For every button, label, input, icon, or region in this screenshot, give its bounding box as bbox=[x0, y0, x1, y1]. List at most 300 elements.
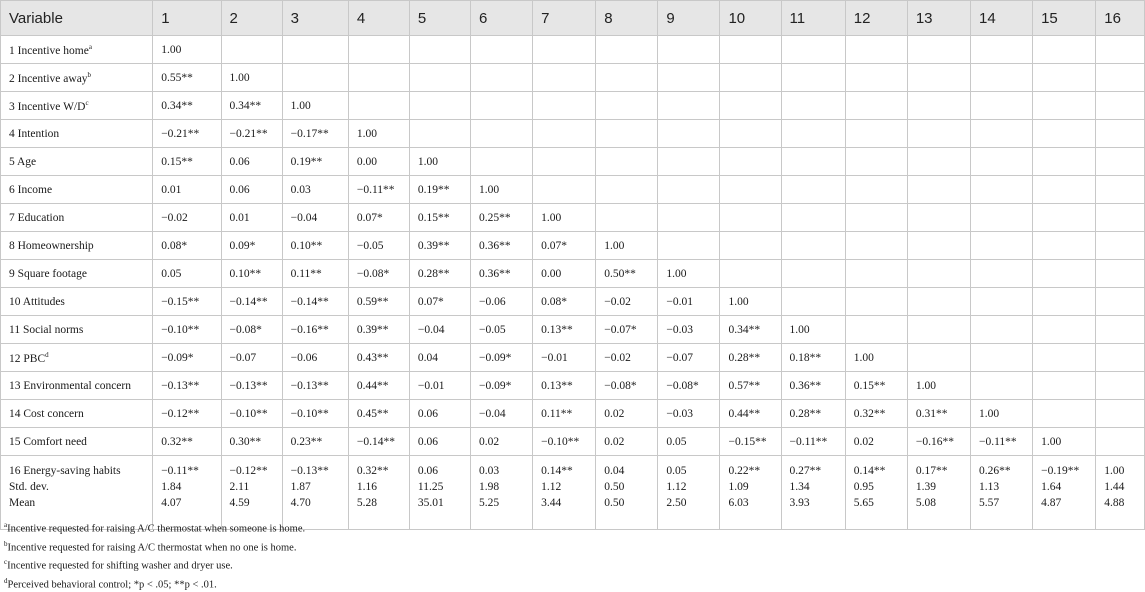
footnote bbox=[4, 518, 305, 537]
correlation-cell: −0.13** bbox=[221, 372, 282, 400]
row-label bbox=[1, 316, 153, 344]
correlation-cell bbox=[845, 204, 907, 232]
row-label bbox=[1, 36, 153, 64]
footnote-text: Incentive requested for raising A/C thermostat when no one is home. bbox=[8, 542, 297, 553]
correlation-cell bbox=[658, 64, 720, 92]
correlation-cell: 1.00 bbox=[221, 64, 282, 92]
correlation-cell bbox=[781, 176, 845, 204]
correlation-value: 0.22** bbox=[728, 463, 780, 479]
footnote-text: Perceived behavioral control; *p < .05; **p < .01. bbox=[8, 579, 217, 590]
variable-name: 10 Attitudes bbox=[9, 296, 65, 308]
correlation-cell: −0.04 bbox=[282, 204, 348, 232]
row-label bbox=[1, 288, 153, 316]
mean-value: 4.70 bbox=[291, 495, 348, 511]
correlation-cell bbox=[1096, 176, 1145, 204]
correlation-cell: 0.19** bbox=[282, 148, 348, 176]
correlation-cell: −0.21** bbox=[153, 120, 221, 148]
table-row bbox=[1, 316, 1145, 344]
correlation-cell: 0.25** bbox=[471, 204, 533, 232]
correlation-cell bbox=[1096, 232, 1145, 260]
correlation-cell: 0.44** bbox=[720, 400, 781, 428]
row-label bbox=[1, 260, 153, 288]
correlation-cell: 0.07* bbox=[348, 204, 409, 232]
correlation-cell bbox=[845, 148, 907, 176]
correlation-cell bbox=[970, 148, 1032, 176]
std-dev-value: 0.50 bbox=[604, 479, 657, 495]
summary-cell bbox=[845, 456, 907, 530]
correlation-cell: −0.14** bbox=[221, 288, 282, 316]
correlation-cell: 0.06 bbox=[409, 428, 470, 456]
correlation-cell bbox=[970, 316, 1032, 344]
correlation-cell bbox=[845, 260, 907, 288]
correlation-cell bbox=[533, 148, 596, 176]
variable-name: 15 Comfort need bbox=[9, 436, 87, 448]
correlation-cell: 0.36** bbox=[471, 232, 533, 260]
summary-cell bbox=[471, 456, 533, 530]
correlation-cell bbox=[1033, 260, 1096, 288]
correlation-cell bbox=[471, 148, 533, 176]
correlation-cell bbox=[781, 204, 845, 232]
correlation-cell bbox=[720, 36, 781, 64]
correlation-cell: 0.28** bbox=[720, 344, 781, 372]
std-dev-value: 1.16 bbox=[357, 479, 409, 495]
table-row bbox=[1, 428, 1145, 456]
correlation-cell bbox=[720, 204, 781, 232]
table-row bbox=[1, 92, 1145, 120]
correlation-cell: −0.16** bbox=[282, 316, 348, 344]
correlation-cell bbox=[1033, 64, 1096, 92]
column-header-10: 10 bbox=[720, 1, 781, 36]
variable-name: 8 Homeownership bbox=[9, 240, 94, 252]
correlation-value: −0.11** bbox=[161, 463, 220, 479]
summary-cell bbox=[596, 456, 658, 530]
correlation-cell: 0.07* bbox=[533, 232, 596, 260]
mean-value: 6.03 bbox=[728, 495, 780, 511]
column-header-8: 8 bbox=[596, 1, 658, 36]
correlation-cell bbox=[221, 36, 282, 64]
correlation-cell bbox=[970, 120, 1032, 148]
correlation-cell: 0.39** bbox=[409, 232, 470, 260]
correlation-cell: −0.07* bbox=[596, 316, 658, 344]
correlation-cell: −0.12** bbox=[153, 400, 221, 428]
correlation-cell bbox=[1033, 120, 1096, 148]
std-dev-value: 1.87 bbox=[291, 479, 348, 495]
column-header-2: 2 bbox=[221, 1, 282, 36]
row-label bbox=[1, 120, 153, 148]
correlation-cell: 0.09* bbox=[221, 232, 282, 260]
correlation-cell: 0.50** bbox=[596, 260, 658, 288]
correlation-cell: −0.10** bbox=[221, 400, 282, 428]
correlation-cell bbox=[1096, 372, 1145, 400]
summary-cell bbox=[720, 456, 781, 530]
correlation-cell bbox=[720, 148, 781, 176]
std-dev-value: 1.34 bbox=[790, 479, 845, 495]
correlation-cell bbox=[907, 232, 970, 260]
correlation-cell: 0.34** bbox=[720, 316, 781, 344]
correlation-cell bbox=[1033, 372, 1096, 400]
correlation-cell bbox=[1096, 400, 1145, 428]
correlation-cell: 1.00 bbox=[282, 92, 348, 120]
footnote-marker: d bbox=[45, 351, 49, 359]
correlation-cell: −0.15** bbox=[720, 428, 781, 456]
correlation-cell bbox=[1033, 92, 1096, 120]
correlation-cell: 0.23** bbox=[282, 428, 348, 456]
row-label bbox=[1, 64, 153, 92]
correlation-cell bbox=[781, 92, 845, 120]
std-dev-value: 0.95 bbox=[854, 479, 907, 495]
correlation-cell: 0.02 bbox=[596, 400, 658, 428]
correlation-cell: 1.00 bbox=[596, 232, 658, 260]
correlation-cell bbox=[533, 92, 596, 120]
correlation-value: 0.06 bbox=[418, 463, 470, 479]
correlation-cell: 0.13** bbox=[533, 316, 596, 344]
table-header-row bbox=[1, 1, 1145, 36]
table-body bbox=[1, 36, 1145, 530]
correlation-cell bbox=[658, 120, 720, 148]
correlation-cell bbox=[471, 92, 533, 120]
correlation-cell bbox=[845, 316, 907, 344]
correlation-cell: 0.39** bbox=[348, 316, 409, 344]
summary-cell bbox=[409, 456, 470, 530]
correlation-cell: 1.00 bbox=[153, 36, 221, 64]
correlation-value: 0.14** bbox=[541, 463, 595, 479]
footnote-marker: d bbox=[4, 577, 8, 585]
correlation-cell bbox=[907, 204, 970, 232]
footnote-marker: a bbox=[89, 43, 92, 51]
correlation-cell bbox=[658, 204, 720, 232]
footnote-text: Incentive requested for shifting washer and dryer use. bbox=[7, 561, 233, 572]
correlation-cell bbox=[781, 36, 845, 64]
correlation-cell: 0.19** bbox=[409, 176, 470, 204]
correlation-cell: 1.00 bbox=[781, 316, 845, 344]
correlation-cell: −0.13** bbox=[282, 372, 348, 400]
correlation-cell: 0.32** bbox=[153, 428, 221, 456]
correlation-cell bbox=[907, 120, 970, 148]
correlation-cell bbox=[907, 148, 970, 176]
correlation-cell bbox=[907, 36, 970, 64]
correlation-cell: 0.55** bbox=[153, 64, 221, 92]
correlation-cell: −0.07 bbox=[221, 344, 282, 372]
mean-value: 4.88 bbox=[1104, 495, 1144, 511]
table-footnotes bbox=[4, 518, 305, 592]
correlation-cell: −0.16** bbox=[907, 428, 970, 456]
correlation-cell bbox=[596, 92, 658, 120]
correlation-cell bbox=[970, 288, 1032, 316]
correlation-cell: 0.10** bbox=[282, 232, 348, 260]
correlation-cell: −0.21** bbox=[221, 120, 282, 148]
summary-cell bbox=[781, 456, 845, 530]
correlation-cell bbox=[845, 176, 907, 204]
correlation-cell bbox=[970, 92, 1032, 120]
summary-cell bbox=[907, 456, 970, 530]
correlation-cell bbox=[658, 176, 720, 204]
variable-name: 7 Education bbox=[9, 212, 64, 224]
mean-value: 35.01 bbox=[418, 495, 470, 511]
correlation-cell bbox=[409, 120, 470, 148]
correlation-cell: 0.05 bbox=[658, 428, 720, 456]
correlation-cell: 1.00 bbox=[348, 120, 409, 148]
correlation-cell: −0.10** bbox=[153, 316, 221, 344]
variable-name: 3 Incentive W/D bbox=[9, 100, 85, 112]
correlation-cell: 1.00 bbox=[720, 288, 781, 316]
correlation-cell: 1.00 bbox=[907, 372, 970, 400]
correlation-cell bbox=[1096, 64, 1145, 92]
correlation-cell: 0.15** bbox=[845, 372, 907, 400]
correlation-cell: 0.13** bbox=[533, 372, 596, 400]
correlation-cell bbox=[1096, 36, 1145, 64]
std-dev-value: 1.98 bbox=[479, 479, 532, 495]
row-label bbox=[1, 428, 153, 456]
correlation-value: −0.19** bbox=[1041, 463, 1095, 479]
correlation-cell: −0.14** bbox=[348, 428, 409, 456]
mean-value: 5.25 bbox=[479, 495, 532, 511]
variable-name: 5 Age bbox=[9, 156, 36, 168]
row-label bbox=[1, 176, 153, 204]
correlation-cell: 0.08* bbox=[153, 232, 221, 260]
correlation-cell bbox=[348, 92, 409, 120]
correlation-cell: −0.09* bbox=[471, 344, 533, 372]
footnote-marker: b bbox=[88, 71, 92, 79]
footnote-marker: a bbox=[4, 521, 7, 529]
correlation-cell bbox=[845, 120, 907, 148]
correlation-cell: −0.01 bbox=[658, 288, 720, 316]
correlation-cell: 0.31** bbox=[907, 400, 970, 428]
variable-name: 6 Income bbox=[9, 184, 52, 196]
correlation-cell: −0.08* bbox=[658, 372, 720, 400]
correlation-cell bbox=[907, 260, 970, 288]
mean-value: 4.87 bbox=[1041, 495, 1095, 511]
correlation-cell: 1.00 bbox=[970, 400, 1032, 428]
correlation-cell bbox=[781, 288, 845, 316]
variable-name: 12 PBC bbox=[9, 352, 45, 364]
correlation-cell bbox=[970, 232, 1032, 260]
correlation-cell bbox=[409, 64, 470, 92]
correlation-value: 0.32** bbox=[357, 463, 409, 479]
correlation-cell: −0.02 bbox=[153, 204, 221, 232]
correlation-cell bbox=[1096, 260, 1145, 288]
correlation-cell bbox=[720, 64, 781, 92]
footnote-text: Incentive requested for raising A/C thermostat when someone is home. bbox=[7, 524, 305, 535]
correlation-cell bbox=[845, 288, 907, 316]
correlation-cell: 0.00 bbox=[533, 260, 596, 288]
correlation-cell: 1.00 bbox=[845, 344, 907, 372]
mean-value: 5.08 bbox=[916, 495, 970, 511]
table-row bbox=[1, 64, 1145, 92]
correlation-cell: −0.06 bbox=[282, 344, 348, 372]
correlation-cell: 0.06 bbox=[409, 400, 470, 428]
mean-label: Mean bbox=[9, 495, 152, 511]
correlation-cell: −0.09* bbox=[153, 344, 221, 372]
correlation-cell: 0.59** bbox=[348, 288, 409, 316]
table-row bbox=[1, 148, 1145, 176]
correlation-cell: 0.43** bbox=[348, 344, 409, 372]
correlation-value: −0.12** bbox=[230, 463, 282, 479]
variable-name: 2 Incentive away bbox=[9, 72, 88, 84]
mean-value: 5.28 bbox=[357, 495, 409, 511]
correlation-cell bbox=[845, 64, 907, 92]
correlation-cell bbox=[1033, 400, 1096, 428]
correlation-cell: −0.09* bbox=[471, 372, 533, 400]
correlation-cell bbox=[596, 204, 658, 232]
correlation-cell bbox=[970, 260, 1032, 288]
correlation-cell: 0.15** bbox=[409, 204, 470, 232]
correlation-cell bbox=[1096, 288, 1145, 316]
footnote bbox=[4, 574, 305, 592]
column-header-variable: Variable bbox=[1, 1, 153, 36]
correlation-cell: −0.11** bbox=[781, 428, 845, 456]
correlation-cell bbox=[970, 176, 1032, 204]
correlation-cell bbox=[1033, 344, 1096, 372]
correlation-cell: 0.06 bbox=[221, 176, 282, 204]
correlation-cell: −0.02 bbox=[596, 288, 658, 316]
correlation-cell: 0.07* bbox=[409, 288, 470, 316]
correlation-cell bbox=[1033, 288, 1096, 316]
column-header-3: 3 bbox=[282, 1, 348, 36]
correlation-cell bbox=[907, 64, 970, 92]
column-header-14: 14 bbox=[970, 1, 1032, 36]
correlation-cell bbox=[720, 232, 781, 260]
correlation-cell: 1.00 bbox=[471, 176, 533, 204]
summary-cell bbox=[1033, 456, 1096, 530]
mean-value: 4.07 bbox=[161, 495, 220, 511]
correlation-cell bbox=[533, 64, 596, 92]
correlation-cell bbox=[596, 148, 658, 176]
summary-cell bbox=[658, 456, 720, 530]
correlation-cell: 0.06 bbox=[221, 148, 282, 176]
column-header-4: 4 bbox=[348, 1, 409, 36]
correlation-cell bbox=[658, 148, 720, 176]
mean-value: 4.59 bbox=[230, 495, 282, 511]
correlation-cell bbox=[348, 36, 409, 64]
correlation-cell bbox=[658, 36, 720, 64]
correlation-value: 0.26** bbox=[979, 463, 1032, 479]
correlation-cell: 0.01 bbox=[153, 176, 221, 204]
correlation-cell: 0.03 bbox=[282, 176, 348, 204]
footnote bbox=[4, 555, 305, 574]
correlation-value: 0.14** bbox=[854, 463, 907, 479]
correlation-cell bbox=[845, 92, 907, 120]
correlation-cell bbox=[658, 92, 720, 120]
footnote bbox=[4, 537, 305, 556]
correlation-cell bbox=[471, 36, 533, 64]
correlation-cell: 0.36** bbox=[781, 372, 845, 400]
correlation-cell bbox=[720, 260, 781, 288]
correlation-cell bbox=[471, 64, 533, 92]
correlation-cell: 0.44** bbox=[348, 372, 409, 400]
correlation-cell: 0.00 bbox=[348, 148, 409, 176]
correlation-cell: −0.06 bbox=[471, 288, 533, 316]
column-header-13: 13 bbox=[907, 1, 970, 36]
summary-cell bbox=[533, 456, 596, 530]
correlation-cell: −0.08* bbox=[221, 316, 282, 344]
correlation-cell: −0.01 bbox=[533, 344, 596, 372]
correlation-cell: −0.11** bbox=[348, 176, 409, 204]
row-label bbox=[1, 204, 153, 232]
row-label bbox=[1, 148, 153, 176]
correlation-cell: 0.34** bbox=[221, 92, 282, 120]
correlation-cell bbox=[970, 344, 1032, 372]
table-row bbox=[1, 176, 1145, 204]
correlation-cell bbox=[282, 64, 348, 92]
correlation-cell bbox=[471, 120, 533, 148]
correlation-cell: 1.00 bbox=[409, 148, 470, 176]
correlation-cell bbox=[970, 36, 1032, 64]
correlation-cell bbox=[1096, 204, 1145, 232]
correlation-cell bbox=[596, 176, 658, 204]
correlation-cell bbox=[1033, 316, 1096, 344]
correlation-cell: 0.15** bbox=[153, 148, 221, 176]
table-row bbox=[1, 344, 1145, 372]
correlation-cell: 0.28** bbox=[781, 400, 845, 428]
column-header-16: 16 bbox=[1096, 1, 1145, 36]
correlation-cell bbox=[720, 92, 781, 120]
footnote-marker: b bbox=[4, 540, 8, 548]
column-header-6: 6 bbox=[471, 1, 533, 36]
row-label bbox=[1, 372, 153, 400]
column-header-12: 12 bbox=[845, 1, 907, 36]
correlation-cell bbox=[907, 344, 970, 372]
correlation-cell: 0.04 bbox=[409, 344, 470, 372]
correlation-cell bbox=[1096, 120, 1145, 148]
std-dev-value: 1.39 bbox=[916, 479, 970, 495]
row-label bbox=[1, 400, 153, 428]
mean-value: 0.50 bbox=[604, 495, 657, 511]
correlation-cell: 0.08* bbox=[533, 288, 596, 316]
correlation-cell: 0.30** bbox=[221, 428, 282, 456]
correlation-cell: 0.45** bbox=[348, 400, 409, 428]
correlation-cell bbox=[720, 120, 781, 148]
correlation-cell bbox=[533, 36, 596, 64]
correlation-cell bbox=[845, 36, 907, 64]
correlation-cell: 0.34** bbox=[153, 92, 221, 120]
correlation-cell bbox=[1096, 344, 1145, 372]
correlation-cell bbox=[1033, 232, 1096, 260]
correlation-cell: −0.04 bbox=[471, 400, 533, 428]
correlation-cell: −0.14** bbox=[282, 288, 348, 316]
variable-name: 14 Cost concern bbox=[9, 408, 84, 420]
correlation-cell bbox=[907, 288, 970, 316]
correlation-cell: 0.36** bbox=[471, 260, 533, 288]
mean-value: 5.65 bbox=[854, 495, 907, 511]
correlation-cell bbox=[1033, 204, 1096, 232]
correlation-value: 0.05 bbox=[666, 463, 719, 479]
column-header-7: 7 bbox=[533, 1, 596, 36]
correlation-cell: −0.08* bbox=[348, 260, 409, 288]
summary-cell bbox=[970, 456, 1032, 530]
std-dev-value: 2.11 bbox=[230, 479, 282, 495]
column-header-9: 9 bbox=[658, 1, 720, 36]
correlation-cell bbox=[907, 176, 970, 204]
correlation-cell bbox=[720, 176, 781, 204]
column-header-15: 15 bbox=[1033, 1, 1096, 36]
correlation-cell bbox=[658, 232, 720, 260]
footnote-marker: c bbox=[85, 99, 88, 107]
correlation-cell bbox=[409, 36, 470, 64]
correlation-cell bbox=[1033, 176, 1096, 204]
summary-cell bbox=[1096, 456, 1145, 530]
table-row bbox=[1, 372, 1145, 400]
std-dev-value: 1.12 bbox=[541, 479, 595, 495]
table-row bbox=[1, 204, 1145, 232]
correlation-cell: 1.00 bbox=[658, 260, 720, 288]
std-dev-label: Std. dev. bbox=[9, 479, 152, 495]
correlation-cell: 0.02 bbox=[471, 428, 533, 456]
correlation-cell: 0.57** bbox=[720, 372, 781, 400]
correlation-cell bbox=[970, 204, 1032, 232]
correlation-cell bbox=[1096, 316, 1145, 344]
table-row bbox=[1, 260, 1145, 288]
table-row bbox=[1, 288, 1145, 316]
